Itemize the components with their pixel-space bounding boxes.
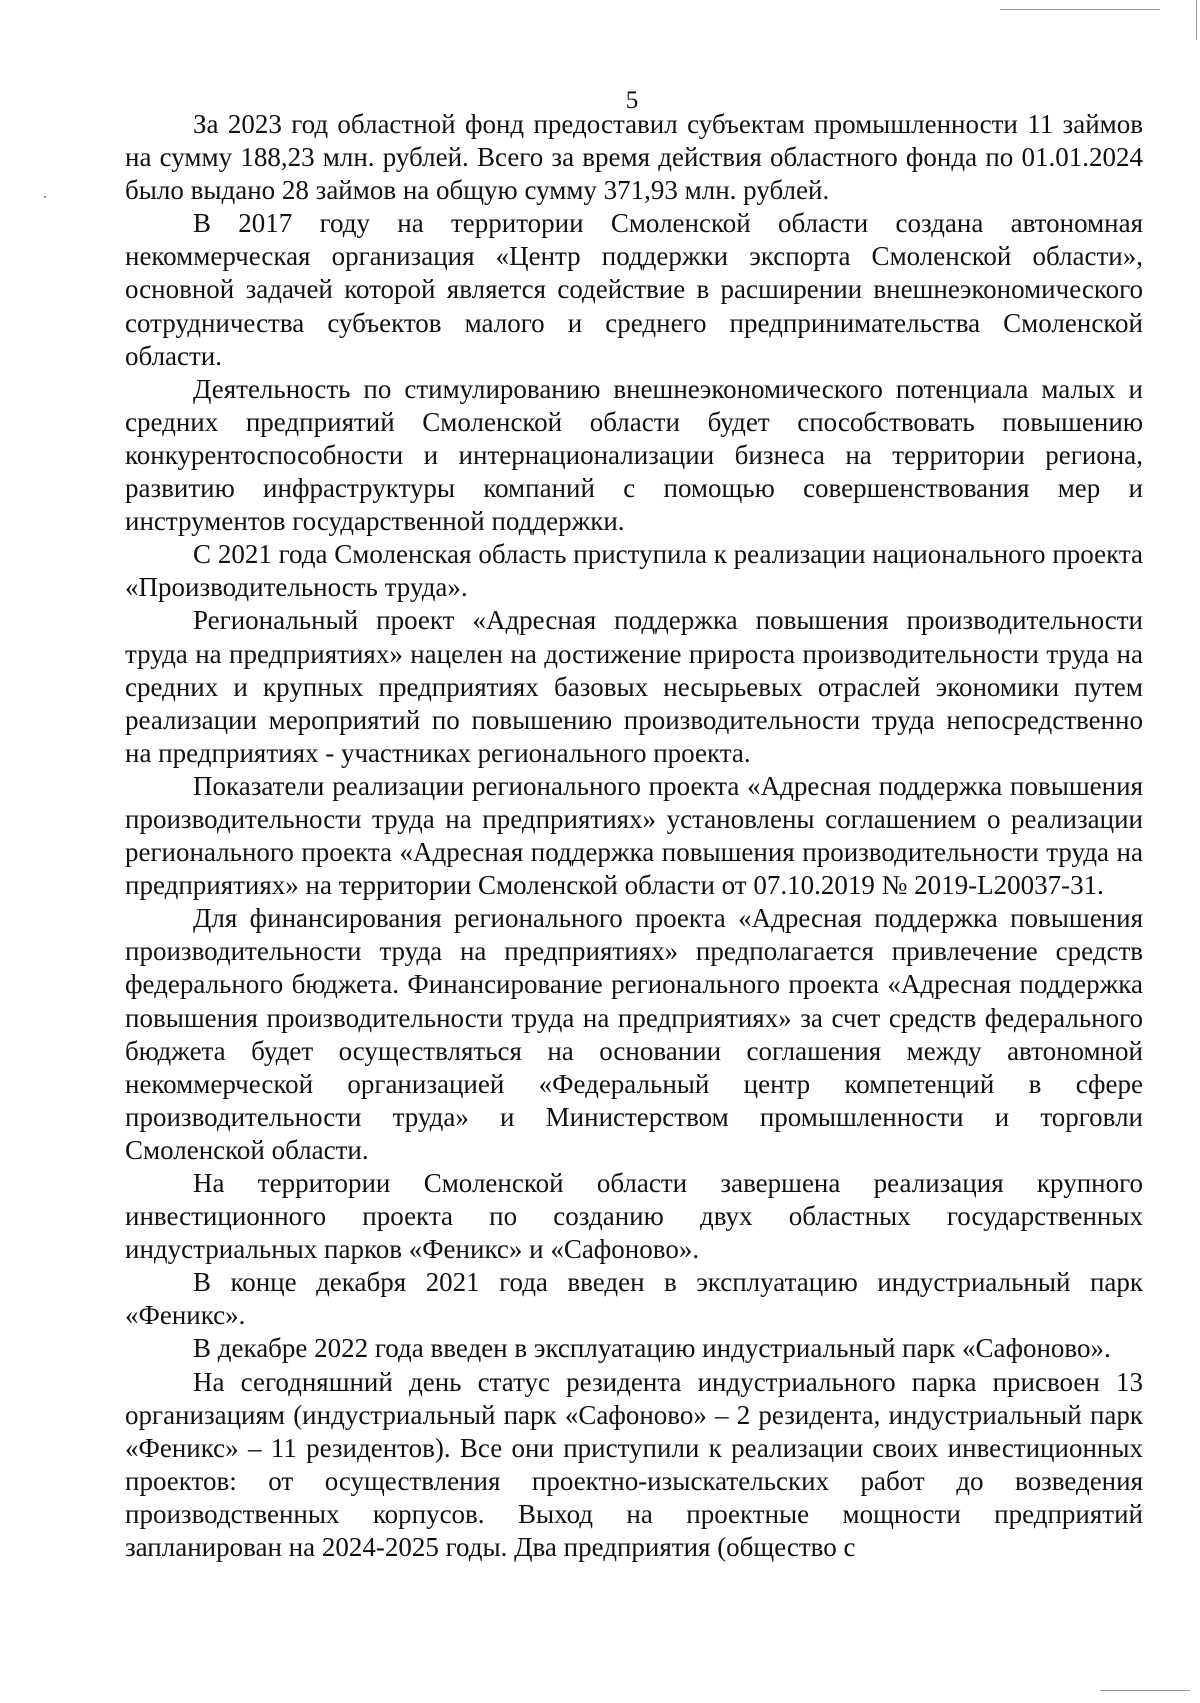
document-body <box>125 108 1143 1564</box>
scan-mark-left-dot <box>44 196 46 198</box>
paragraph-industrial-parks: На территории Смоленской области завершена реализация крупного инвестиционного проекта по созданию двух областных государственных индустриальных парков «Феникс» и «Сафоново». <box>125 1168 1143 1265</box>
paragraph-export-center: В 2017 году на территории Смоленской области создана автономная некоммерческая организация «Центр поддержки экспорта Смоленской области», основной задачей которой является содействие в расширении внешнеэкономического сотрудничества субъектов малого и среднего предпринимательства Смоленской области. <box>125 208 1143 371</box>
paragraph-financing: Для финансирования регионального проекта «Адресная поддержка повышения производительности труда на предприятиях» предполагается привлечение средств федерального бюджета. Финансирование регионального проекта «Адресная поддержка повышения производительности труда на предприятиях» за счет средств федерального бюджета будет осуществляться на основании соглашения между автономной некоммерческой организацией «Федеральный центр компетенций в сфере производительности труда» и Министерством промышленности и торговли Смоленской области. <box>125 903 1143 1165</box>
paragraph-residents: На сегодняшний день статус резидента индустриального парка присвоен 13 организациям (индустриальный парк «Сафоново» – 2 резидента, индустриальный парк «Феникс» – 11 резидентов). Все они приступили к реализации своих инвестиционных проектов: от осуществления проектно-изыскательских работ до возведения производственных корпусов. Выход на проектные мощности предприятий запланирован на 2024-2025 годы. Два предприятия (общество с <box>125 1366 1143 1563</box>
paragraph-feniks-park: В конце декабря 2021 года введен в эксплуатацию индустриальный парк «Феникс». <box>125 1267 1143 1331</box>
paragraph-national-project: С 2021 года Смоленская область приступила к реализации национального проекта «Производительность труда». <box>125 539 1143 603</box>
paragraph-loans: За 2023 год областной фонд предоставил субъектам промышленности 11 займов на сумму 188,23 млн. рублей. Всего за время действия областного фонда по 01.01.2024 было выдано 28 займов на общую сумму 371,93 млн. рублей. <box>125 109 1143 206</box>
scan-mark-right-edge <box>1196 0 1197 40</box>
scan-mark-top-right <box>1000 9 1160 10</box>
paragraph-safonovo-park: В декабре 2022 года введен в эксплуатацию индустриальный парк «Сафоново». <box>193 1333 1111 1364</box>
scan-mark-bottom-right <box>1100 1690 1190 1691</box>
paragraph-project-indicators: Показатели реализации регионального проекта «Адресная поддержка повышения производительности труда на предприятиях» установлены соглашением о реализации регионального проекта «Адресная поддержка повышения производительности труда на предприятиях» на территории Смоленской области от 07.10.2019 № 2019-L20037-31. <box>125 770 1143 901</box>
paragraph-regional-project: Региональный проект «Адресная поддержка повышения производительности труда на предприятиях» нацелен на достижение прироста производительности труда на средних и крупных предприятиях базовых несырьевых отраслей экономики путем реализации мероприятий по повышению производительности труда непосредственно на предприятиях - участниках регионального проекта. <box>125 605 1143 768</box>
paragraph-foreign-trade: Деятельность по стимулированию внешнеэкономического потенциала малых и средних предприятий Смоленской области будет способствовать повышению конкурентоспособности и интернационализации бизнеса на территории региона, развитию инфраструктуры компаний с помощью совершенствования мер и инструментов государственной поддержки. <box>125 373 1143 537</box>
page-number: 5 <box>625 87 639 114</box>
